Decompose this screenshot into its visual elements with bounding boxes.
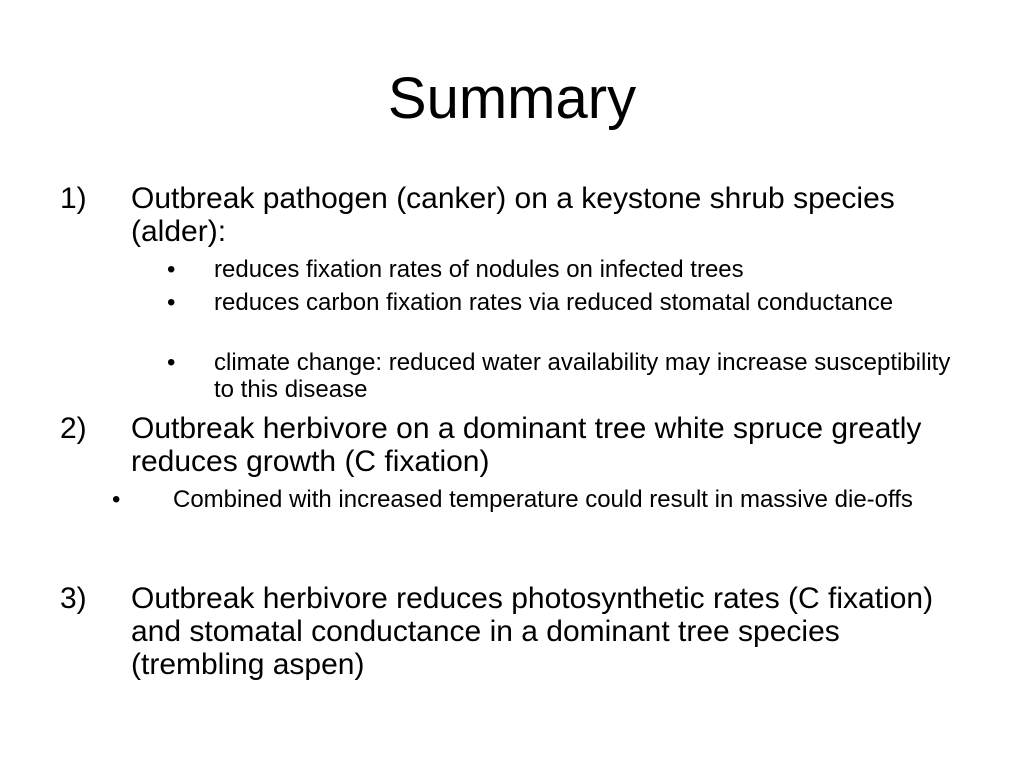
bullet-icon: • [112,486,121,513]
item-3-text: Outbreak herbivore reduces photosynthetic rates (C fixation) and stomatal conductance in a dominant tree species (trembling aspen) [131,582,934,681]
item-1-text: Outbreak pathogen (canker) on a keystone shrub species (alder): [131,182,895,248]
list-item-1 [0,182,1024,248]
sub-bullet-text: Combined with increased temperature could result in massive die-offs [173,486,913,513]
bullet-icon: • [167,349,176,376]
sub-bullet-text: climate change: reduced water availability may increase susceptibility to this disease [214,349,951,403]
sub-bullet-text: reduces fixation rates of nodules on infected trees [214,256,744,283]
bullet-icon: • [167,289,176,316]
item-1-number: 1) [60,182,87,215]
item-2-number: 2) [60,412,87,445]
sub-bullet-text: reduces carbon fixation rates via reduced stomatal conductance [214,289,894,316]
slide-title: Summary [387,66,637,131]
bullet-icon: • [167,256,176,283]
item-3-number: 3) [60,582,87,615]
item-2-text: Outbreak herbivore on a dominant tree white spruce greatly reduces growth (C fixation) [131,412,922,478]
